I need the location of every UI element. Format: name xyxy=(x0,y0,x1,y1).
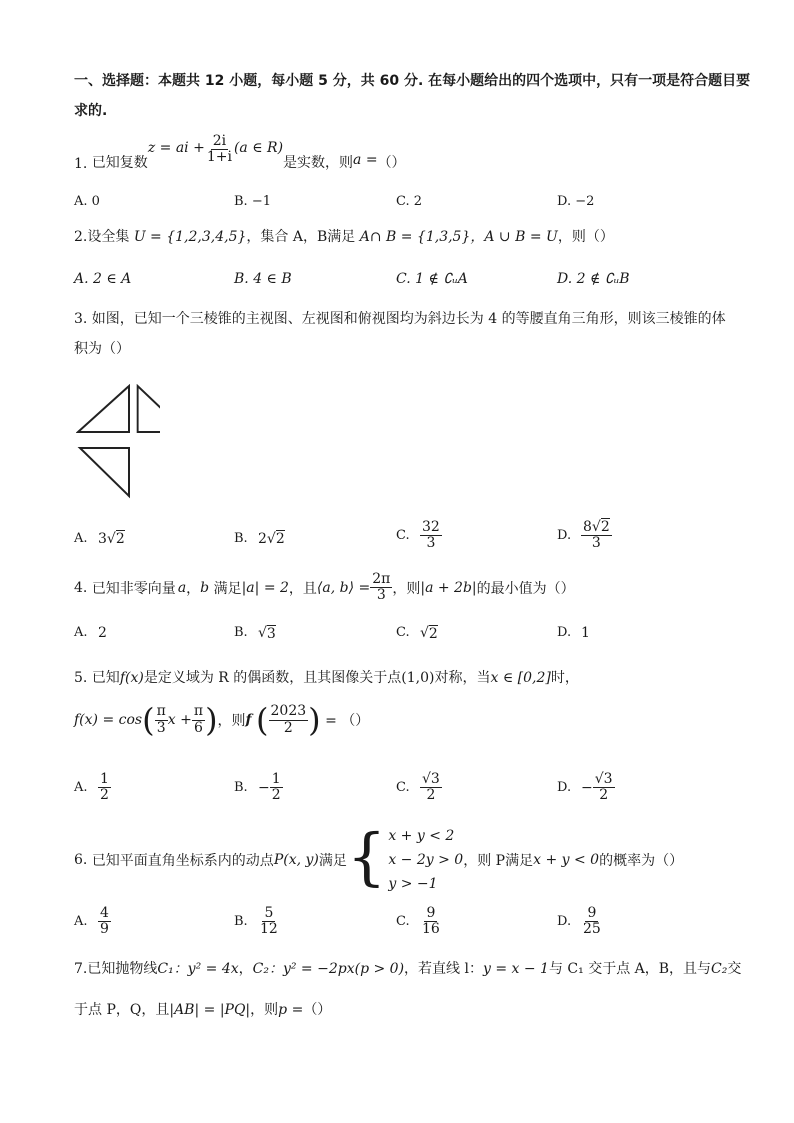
question-number: 1. xyxy=(74,156,88,172)
option-d: D. $\frac{8√2}{3}$ xyxy=(557,519,610,552)
option-b: B. $\frac{5}{12}$ xyxy=(234,905,278,938)
option-a: A. $\frac{4}{9}$ xyxy=(74,905,109,938)
option-a: A. $\frac{1}{2}$ xyxy=(74,771,109,804)
option-c: C. 2 xyxy=(396,194,423,209)
question-text: 已知复数 xyxy=(91,155,148,171)
math-expression: A∩ B = {1,3,5} xyxy=(359,229,471,245)
question-text: 设全集 xyxy=(87,229,130,245)
question-1 xyxy=(74,134,406,174)
figure-pad xyxy=(138,384,139,385)
option-a: A. 2 xyxy=(74,625,107,641)
option-c: C. $\frac{9}{16}$ xyxy=(396,905,440,938)
math-expression: |a + 2b| xyxy=(420,579,477,596)
question-5-line2: f(x) = cos ( $\frac{\pi}{3}$ x + $\frac{\pi}{6}$ ) ，则 f ( $\frac{2023}{2}$ ) = （） xyxy=(74,701,370,739)
math-expression: a = xyxy=(353,152,378,168)
inequality-system: { x + y < 2 x − 2y > 0 y > −1 xyxy=(346,820,464,893)
question-5-line1: 5. 已知f(x)是定义域为 R 的偶函数，且其图像关于点(1,0)对称，当x ∈ [0,2]时， xyxy=(74,670,579,686)
question-text: 是实数，则 xyxy=(283,155,354,171)
option-c: C. 1 ∉ ∁ᵤA xyxy=(396,271,468,287)
option-c: C. $\frac{√3}{2}$ xyxy=(396,771,440,804)
option-d: D. $\frac{9}{25}$ xyxy=(557,905,601,938)
math-condition: (a ∈ R) xyxy=(233,140,284,156)
question-7-line1: 7.已知抛物线C₁：y² = 4x，C₂：y² = −2px(p > 0)，若直线 l：y = x − 1与 C₁ 交于点 A，B，且与C₂交 xyxy=(74,961,742,977)
option-a: A. 0 xyxy=(74,194,100,209)
three-view-figure xyxy=(76,384,160,500)
option-c: C. $\frac{32}{3}$ xyxy=(396,519,440,552)
math-expression: ，A ∪ B = U xyxy=(470,229,558,245)
question-2 xyxy=(74,226,614,246)
question-6: 6. 已知平面直角坐标系内的动点 P(x, y) 满足 { x + y < 2 x − 2y > 0 y > −1 ，则 P满足 x + y < 0 的概率为（） xyxy=(74,824,683,896)
question-3-line1: 3. 如图，已知一个三棱锥的主视图、左视图和俯视图均为斜边长为 4 的等腰直角三角形，则该三棱锥的体 xyxy=(74,311,726,327)
section-header-line2: 求的. xyxy=(74,103,108,119)
option-b: B. √ 3 xyxy=(234,625,276,642)
math-expression: z = ai + xyxy=(147,140,205,156)
question-7-line2: 于点 P，Q，且|AB| = |PQ|，则p =（） xyxy=(74,1002,332,1018)
option-b: B. − $\frac{1}{2}$ xyxy=(234,771,281,804)
option-a: A. 2 ∈ A xyxy=(74,271,132,287)
vector-a: a xyxy=(177,579,187,596)
option-b: B. 2 √ 2 xyxy=(234,530,285,547)
front-view-triangle xyxy=(78,386,129,432)
math-expression: ⟨a, b⟩ = xyxy=(316,579,371,596)
option-d: D. −2 xyxy=(557,194,595,209)
section-header-line1: 一、选择题：本题共 12 小题，每小题 5 分，共 60 分. 在每小题给出的四个选项中，只有一项是符合题目要 xyxy=(74,73,751,89)
question-text: ，集合 A，B满足 xyxy=(246,229,356,245)
question-text: （） xyxy=(377,155,406,171)
question-text: ，则（） xyxy=(557,229,614,245)
vector-b: b xyxy=(200,579,210,596)
math-expression: U = {1,2,3,4,5} xyxy=(133,229,247,245)
option-b: B. 4 ∈ B xyxy=(234,271,292,287)
option-d: D. 1 xyxy=(557,625,590,641)
option-c: C. √ 2 xyxy=(396,625,438,642)
math-expression: |a| = 2 xyxy=(241,579,289,596)
option-a: A. 3 √ 2 xyxy=(74,530,125,547)
question-number: 2. xyxy=(74,229,88,245)
question-4: 4. 已知非零向量 a ， b 满足 |a| = 2 ，且 ⟨a, b⟩ = $\frac{2\pi}{3}$ ，则 |a + 2b| 的最小值为（） xyxy=(74,571,575,604)
question-3-line2: 积为（） xyxy=(74,341,130,357)
option-d: D. − $\frac{√3}{2}$ xyxy=(557,771,613,804)
side-view-triangle xyxy=(138,386,160,432)
top-view-triangle xyxy=(80,448,129,496)
fraction: $\frac{2i}{1+i}$ xyxy=(206,133,232,166)
option-d: D. 2 ∉ ∁ᵤB xyxy=(557,271,630,287)
option-b: B. −1 xyxy=(234,194,271,209)
